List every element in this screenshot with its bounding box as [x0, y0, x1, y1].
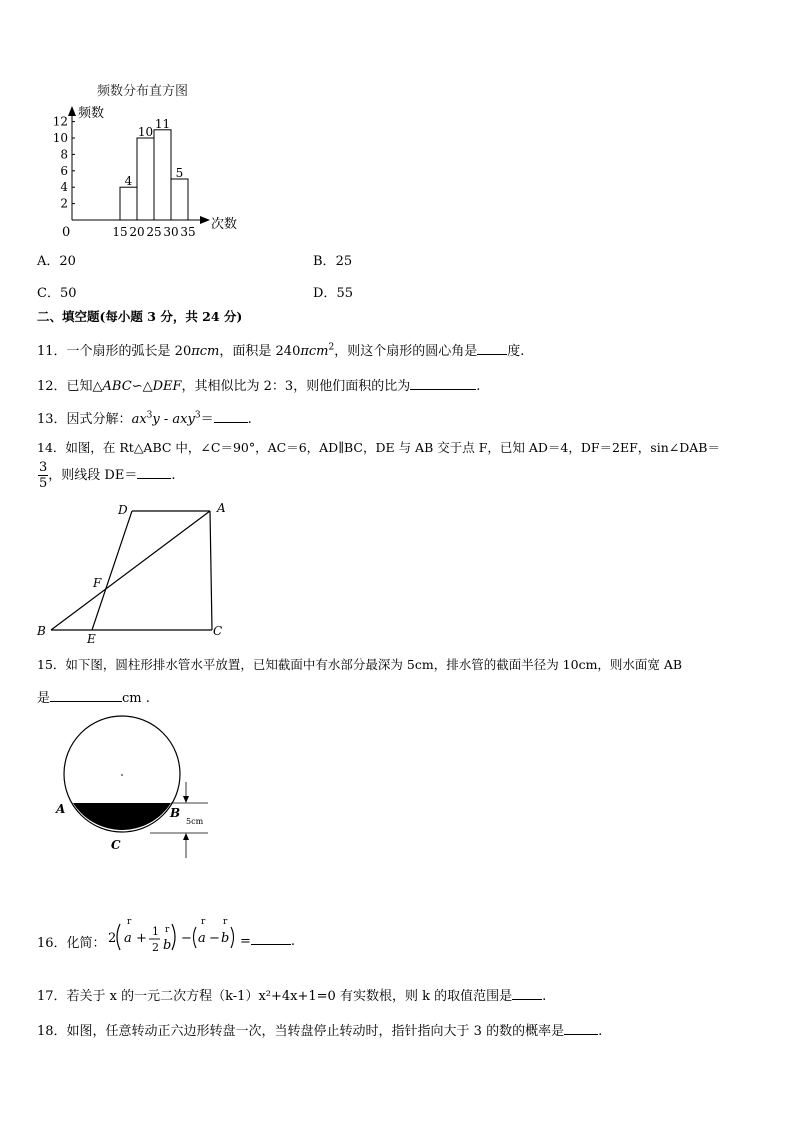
answer-blank[interactable]: [512, 987, 542, 1000]
question-17: 17．若关于 x 的一元二次方程（k-1）x²+4x+1=0 有实数根，则 k 的取值范围是 .: [37, 989, 547, 1004]
center-dot: [121, 774, 123, 776]
y-axis-arrow: [68, 106, 76, 116]
q16-expression: [108, 915, 258, 959]
water-region: [73, 803, 171, 830]
segment-ba: [51, 511, 210, 630]
question-16: 16．化简：: [37, 936, 106, 951]
label-c: C: [111, 838, 121, 852]
histogram-bar: [154, 130, 171, 220]
answer-blank[interactable]: [410, 377, 476, 390]
answer-blank[interactable]: [564, 1022, 598, 1035]
section-header: 二、填空题(每小题 3 分，共 24 分): [37, 309, 243, 324]
x-tick-label: 15: [112, 225, 128, 239]
x-axis-arrow: [200, 216, 210, 224]
y-tick-label: 12: [52, 114, 68, 129]
svg-text:b: b: [163, 938, 172, 953]
x-axis-label: 次数: [211, 217, 238, 232]
y-tick-label: 8: [60, 147, 68, 162]
question-14-line2: $\frac{3}{5}$ ，则线段 DE＝ .: [39, 460, 176, 491]
option-b[interactable]: B．25: [313, 254, 353, 269]
svg-text:r: r: [201, 917, 206, 927]
label-b: B: [170, 806, 181, 820]
y-tick-label: 10: [52, 131, 68, 145]
q14-figure: [35, 500, 235, 645]
dim-arrowhead-lower: [183, 833, 189, 840]
label-a: A: [56, 802, 66, 816]
svg-text:a: a: [124, 931, 132, 946]
label-f: F: [93, 576, 102, 590]
svg-text:+: +: [136, 931, 147, 946]
x-tick-label: 30: [163, 225, 179, 239]
answer-blank[interactable]: [50, 689, 122, 702]
option-d[interactable]: D．55: [313, 286, 353, 301]
chart-title: 频数分布直方图: [97, 84, 189, 99]
segment-ac: [210, 511, 212, 630]
segment-de: [92, 511, 132, 630]
y-tick-label: 6: [60, 163, 68, 178]
x-tick-label: 35: [180, 225, 196, 239]
question-12: 12．已知△ABC∽△DEF，其相似比为 2：3，则他们面积的比为 .: [37, 379, 481, 394]
answer-blank[interactable]: [137, 466, 171, 479]
svg-text:b: b: [221, 931, 230, 946]
answer-blank[interactable]: [214, 410, 248, 423]
x-tick-label: 20: [129, 225, 145, 239]
svg-text:−: −: [181, 931, 192, 946]
histogram-chart: [40, 78, 250, 243]
bar-value-label: 5: [175, 166, 184, 180]
svg-text:1: 1: [152, 925, 159, 938]
question-18: 18．如图，任意转动正六边形转盘一次，当转盘停止转动时，指针指向大于 3 的数的概率是 .: [37, 1024, 603, 1039]
q15-pipe-figure: [50, 712, 220, 867]
answer-blank[interactable]: [251, 932, 291, 945]
bar-value-label: 11: [154, 116, 171, 131]
histogram-bar: [171, 179, 188, 220]
x-tick-label: 25: [146, 225, 162, 239]
y-tick-label: 2: [60, 196, 68, 211]
bar-value-label: 10: [137, 125, 154, 139]
dim-arrowhead-upper: [183, 796, 189, 803]
fraction-3-5: $\frac{3}{5}$: [39, 460, 48, 491]
svg-text:−: −: [209, 931, 220, 946]
svg-text:2: 2: [108, 931, 117, 946]
question-16-tail: = .: [240, 934, 296, 949]
label-a: A: [217, 501, 226, 515]
option-a[interactable]: A．20: [37, 254, 76, 269]
label-d: D: [118, 503, 128, 517]
histogram-bar: [120, 187, 137, 220]
y-axis-label: 频数: [78, 106, 105, 121]
svg-text:a: a: [198, 931, 206, 946]
origin-label: 0: [62, 225, 71, 240]
svg-text:r: r: [127, 917, 132, 927]
label-e: E: [87, 632, 96, 645]
question-11: 11．一个扇形的弧长是 20πcm，面积是 240πcm$^2$，则这个扇形的圆心角是 度.: [37, 342, 525, 359]
question-15-line2: 是 cm .: [37, 691, 150, 706]
label-b: B: [37, 624, 46, 638]
question-15-line1: 15．如下图，圆柱形排水管水平放置，已知截面中有水部分最深为 5cm，排水管的截面半径为 10cm，则水面宽 AB: [37, 657, 683, 672]
question-13: 13．因式分解：$ax^3y - axy^3=$ .: [37, 410, 252, 427]
dim-label: 5cm: [186, 817, 204, 826]
bar-value-label: 4: [124, 174, 133, 189]
label-c: C: [213, 624, 223, 638]
svg-text:2: 2: [152, 941, 159, 954]
answer-blank[interactable]: [477, 342, 507, 355]
question-14-line1: 14．如图，在 Rt△ABC 中，∠C＝90°，AC＝6，AD∥BC，DE 与 AB 交于点 F，已知 AD＝4，DF＝2EF，sin∠DAB＝: [37, 440, 720, 455]
svg-text:r: r: [165, 925, 170, 935]
y-tick-label: 4: [60, 180, 68, 195]
histogram-bar: [137, 138, 154, 220]
svg-text:r: r: [223, 917, 228, 927]
option-c[interactable]: C．50: [37, 286, 77, 301]
